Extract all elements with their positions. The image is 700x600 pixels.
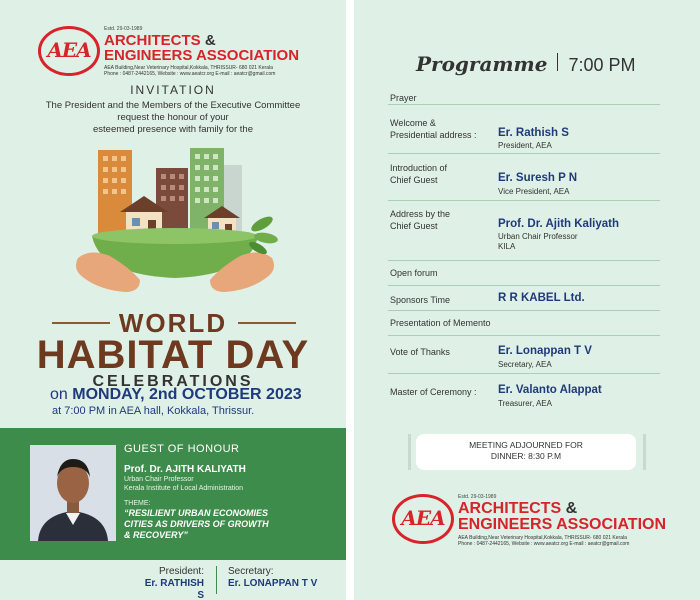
programme-panel [354, 0, 700, 600]
association-logo-footer [392, 494, 666, 547]
association-contact: Phone : 0487-2442165, Website : www.aeatcr.org E-mail : aeatcr@gmail.com [104, 71, 276, 77]
guest-name: Prof. Dr. AJITH KALIYATH [124, 464, 246, 475]
president-block: President: Er. RATHISH S [144, 566, 204, 600]
programme-item: Prayer [388, 90, 660, 105]
association-logo [38, 26, 299, 77]
guest-of-honour-heading: GUEST OF HONOUR [124, 443, 240, 455]
note-accent-right [643, 434, 646, 470]
invitation-text: The President and the Members of the Executive Committee request the honour of your esteemed presence with family for the [45, 100, 301, 135]
event-title-world: WORLD [118, 308, 228, 338]
association-name-line1: ARCHITECTS & [458, 500, 578, 517]
association-address: AEA Building,Near Veterinary Hospital,Kokkala, THRISSUR- 680 021 Kerala [104, 65, 273, 71]
programme-item: Presentation of Memento [388, 311, 660, 336]
programme-item: Sponsors Time R R KABEL Ltd. [388, 286, 660, 311]
association-address: AEA Building,Near Veterinary Hospital,Kokkala, THRISSUR- 680 021 Kerala [458, 535, 627, 541]
programme-header [416, 52, 636, 76]
association-contact: Phone : 0487-2442165, Website : www.aeatcr.org E-mail : aeatcr@gmail.com [458, 541, 630, 547]
invitation-heading: INVITATION [130, 83, 216, 97]
programme-item: Introduction of Chief Guest Er. Suresh P N Vice President, AEA [388, 154, 660, 201]
note-accent-left [408, 434, 411, 470]
officers-divider [216, 566, 217, 594]
city-in-hands-illustration [70, 140, 280, 310]
programme-item: Vote of Thanks Er. Lonappan T V Secretary, AEA [388, 336, 660, 374]
programme-time: 7:00 PM [568, 55, 636, 75]
association-name-line2: ENGINEERS ASSOCIATION [458, 516, 667, 533]
title-rule-left [52, 322, 110, 324]
title-rule-right [238, 322, 296, 324]
programme-item: Welcome & Presidential address : Er. Rathish S President, AEA [388, 105, 660, 154]
aea-logo-icon: AEA [392, 494, 454, 544]
invitation-front-panel [0, 0, 346, 600]
programme-heading: Programme [416, 52, 548, 76]
guest-portrait [30, 445, 116, 541]
estd-date: Estd. 29-03-1989 [104, 26, 143, 32]
adjournment-note: MEETING ADJOURNED FOR DINNER: 8:30 P.M [416, 434, 636, 470]
association-name-line2: ENGINEERS ASSOCIATION [104, 47, 300, 64]
event-title-habitat-day: HABITAT DAY [36, 333, 310, 377]
event-title-celebrations: CELEBRATIONS [92, 373, 254, 390]
theme-text: “RESILIENT URBAN ECONOMIES CITIES AS DRIVERS OF GROWTH & RECOVERY” [124, 508, 269, 540]
programme-list [388, 90, 660, 414]
association-name-line1: ARCHITECTS & [104, 32, 216, 49]
programme-item: Open forum [388, 261, 660, 286]
guest-role: Urban Chair Professor [124, 476, 194, 483]
guest-institution: Kerala Institute of Local Administration [124, 485, 244, 492]
estd-date: Estd. 29-03-1989 [458, 494, 497, 500]
event-venue: at 7:00 PM in AEA hall, Kokkala, Thrissur. [52, 405, 255, 417]
officers-row [0, 560, 346, 600]
theme-label: THEME: [124, 500, 151, 507]
programme-item: Address by the Chief Guest Prof. Dr. Ajith Kaliyath Urban Chair Professor KILA [388, 201, 660, 261]
secretary-block: Secretary: Er. LONAPPAN T V [228, 566, 318, 589]
aea-logo-icon: AEA [38, 26, 100, 76]
programme-item: Master of Ceremony : Er. Valanto Alappat Treasurer, AEA [390, 384, 602, 408]
event-date: on MONDAY, 2nd OCTOBER 2023 [50, 386, 302, 403]
